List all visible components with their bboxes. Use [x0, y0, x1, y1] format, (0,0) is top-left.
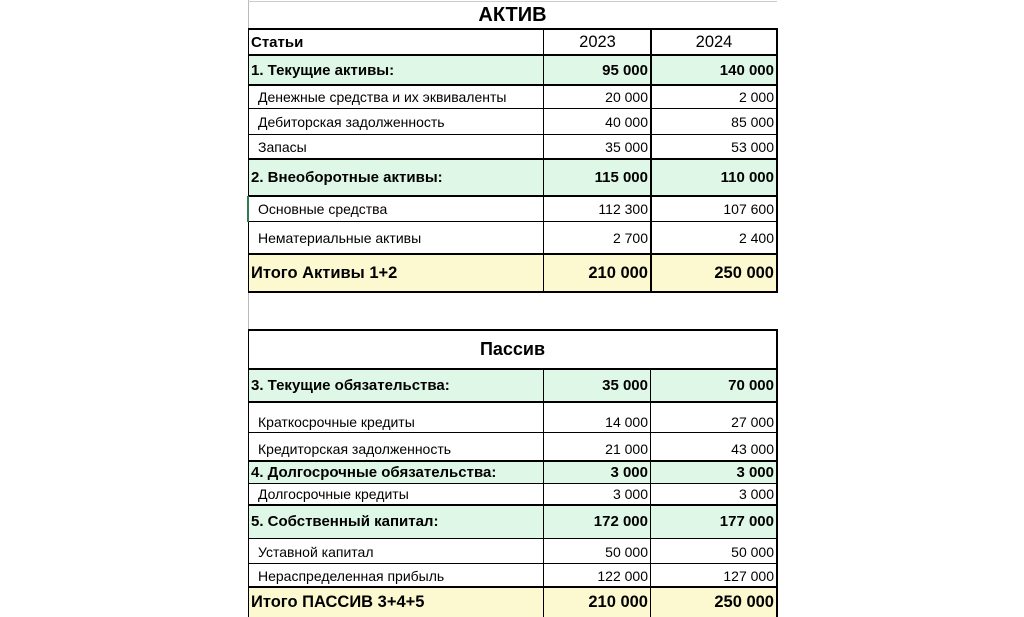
- grid-line: [248, 221, 778, 222]
- total-value-2023: 210 000: [588, 263, 648, 282]
- grid-line: [248, 291, 778, 293]
- row-label: Уставной капитал: [258, 544, 374, 560]
- value-2023: 2 700: [612, 230, 648, 246]
- value-2024: 3 000: [738, 486, 774, 502]
- value-2023: 40 000: [605, 114, 648, 130]
- value-2024: 70 000: [728, 377, 774, 394]
- value-2023: 172 000: [593, 513, 648, 530]
- value-2024: 2 000: [738, 89, 774, 105]
- value-2023: 50 000: [605, 544, 648, 560]
- section-label-current-assets: 1. Текущие активы:: [251, 61, 395, 79]
- value-2024: 53 000: [731, 139, 774, 155]
- value-2024: 140 000: [719, 61, 774, 79]
- row-label: Запасы: [258, 139, 307, 155]
- grid-line: [248, 84, 778, 86]
- column-header-2024: 2024: [695, 32, 733, 51]
- value-2023: 112 300: [598, 201, 648, 217]
- grid-line: [248, 538, 778, 539]
- grid-line: [248, 432, 778, 433]
- total-liabilities-label: Итого ПАССИВ 3+4+5: [251, 592, 425, 611]
- row-label: Краткосрочные кредиты: [258, 414, 415, 430]
- value-2023: 21 000: [605, 440, 648, 457]
- value-2023: 122 000: [597, 567, 648, 584]
- section-label-longterm-liabilities: 4. Долгосрочные обязательства:: [251, 463, 497, 481]
- column-header-items: Статьи: [251, 33, 304, 51]
- liabilities-title: Пассив: [479, 339, 546, 359]
- value-2024: 50 000: [731, 544, 774, 560]
- value-2024: 85 000: [731, 114, 774, 130]
- value-2024: 127 000: [723, 567, 774, 584]
- grid-line: [650, 369, 651, 617]
- grid-line: [248, 329, 778, 331]
- row-label: Нематериальные активы: [258, 230, 422, 246]
- value-2024: 2 400: [738, 230, 774, 246]
- value-2023: 14 000: [605, 414, 648, 430]
- grid-line: [248, 253, 778, 255]
- section-label-equity: 5. Собственный капитал:: [251, 513, 439, 530]
- value-2024: 107 600: [723, 201, 774, 217]
- row-label: Денежные средства и их эквиваленты: [258, 89, 507, 105]
- row-label: Нераспределенная прибыль: [258, 567, 445, 584]
- row-label: Долгосрочные кредиты: [258, 486, 409, 502]
- grid-line: [248, 460, 778, 462]
- value-2023: 3 000: [610, 463, 648, 481]
- grid-line: [248, 563, 778, 564]
- column-header-2023: 2023: [579, 32, 616, 51]
- section-label-noncurrent-assets: 2. Внеоборотные активы:: [251, 169, 443, 186]
- grid-line: [248, 158, 778, 160]
- selected-cell-marker: [247, 196, 249, 222]
- grid-line: [248, 401, 778, 403]
- value-2023: 35 000: [605, 139, 648, 155]
- section-label-current-liabilities: 3. Текущие обязательства:: [251, 377, 450, 394]
- value-2023: 95 000: [602, 61, 648, 79]
- value-2023: 35 000: [602, 377, 648, 394]
- value-2024: 110 000: [720, 169, 774, 186]
- grid-line: [248, 1, 777, 2]
- value-2023: 3 000: [612, 486, 648, 502]
- grid-line: [248, 134, 778, 135]
- grid-line: [248, 108, 778, 109]
- value-2023: 115 000: [594, 169, 648, 186]
- grid-line: [248, 195, 778, 197]
- row-label: Дебиторская задолженность: [258, 114, 445, 130]
- total-value-2024: 250 000: [714, 592, 774, 611]
- grid-line: [248, 586, 778, 588]
- value-2023: 20 000: [605, 89, 648, 105]
- grid-line: [248, 329, 249, 617]
- grid-line: [248, 368, 778, 370]
- total-value-2023: 210 000: [588, 592, 648, 611]
- value-2024: 43 000: [731, 440, 774, 457]
- grid-line: [776, 329, 778, 617]
- grid-line: [248, 54, 778, 56]
- total-value-2024: 250 000: [714, 263, 774, 282]
- value-2024: 177 000: [719, 513, 774, 530]
- row-label: Основные средства: [258, 201, 388, 217]
- value-2024: 3 000: [736, 463, 774, 481]
- grid-line: [248, 504, 778, 506]
- assets-title: АКТИВ: [478, 4, 547, 26]
- total-assets-label: Итого Активы 1+2: [251, 263, 398, 282]
- grid-line: [248, 483, 778, 484]
- grid-line: [248, 28, 778, 30]
- grid-line: [543, 369, 544, 617]
- value-2024: 27 000: [731, 414, 774, 430]
- row-label: Кредиторская задолженность: [258, 440, 452, 457]
